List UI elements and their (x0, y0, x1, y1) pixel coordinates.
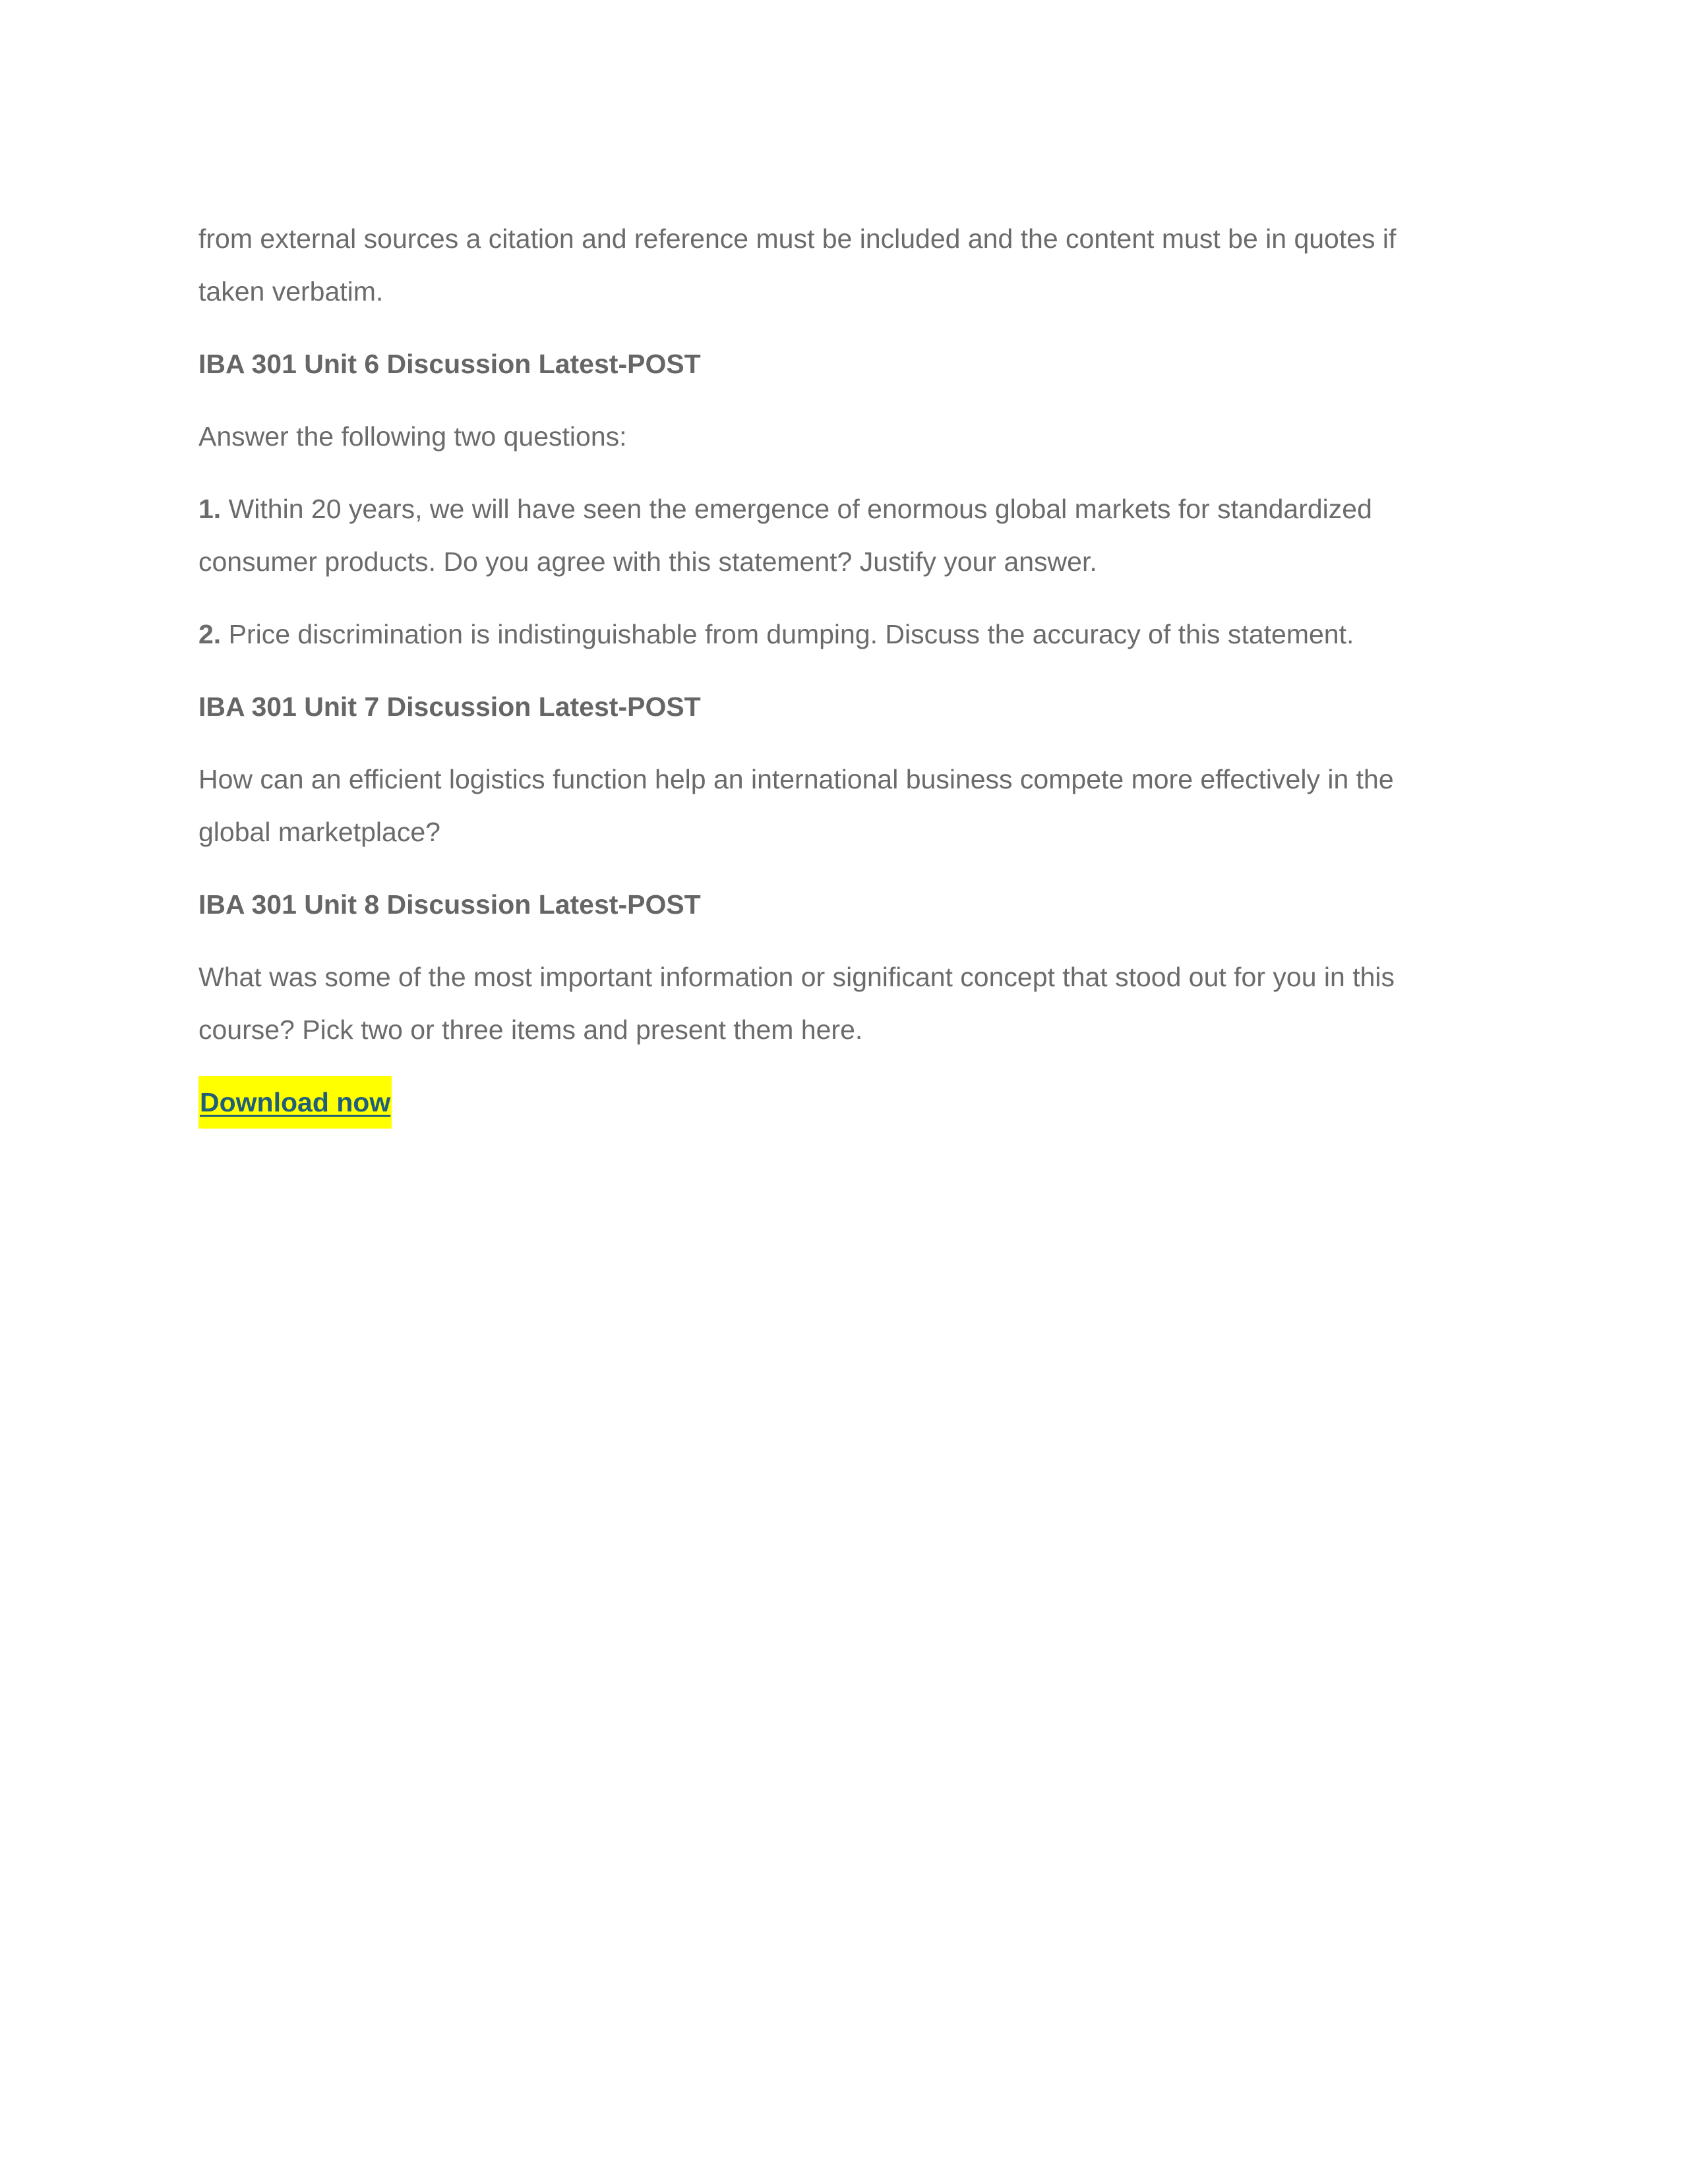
question-1-number: 1. (198, 494, 222, 524)
question-1-text: Within 20 years, we will have seen the emergence of enormous global markets for standardized (221, 494, 1372, 524)
unit-6-heading: IBA 301 Unit 6 Discussion Latest-POST (198, 349, 701, 379)
question-2-text: Price discrimination is indistinguishable from dumping. Discuss the accuracy of this statement. (221, 619, 1354, 649)
intro-line-1: from external sources a citation and reference must be included and the content must be in quotes if (198, 223, 1397, 254)
intro-paragraph (198, 212, 1491, 318)
question-1 (198, 483, 1491, 588)
unit-7-line-1: How can an efficient logistics function help an international business compete more effectively in the (198, 764, 1394, 794)
unit-7-heading: IBA 301 Unit 7 Discussion Latest-POST (198, 692, 701, 722)
download-now-link[interactable]: Download now (200, 1087, 391, 1117)
unit-8-heading: IBA 301 Unit 8 Discussion Latest-POST (198, 889, 701, 920)
question-2 (198, 608, 1491, 661)
unit-8-line-1: What was some of the most important information or significant concept that stood out for you in this (198, 962, 1395, 992)
unit-8-paragraph (198, 951, 1491, 1056)
unit-7-line-2: global marketplace? (198, 817, 440, 847)
unit-6-prompt: Answer the following two questions: (198, 421, 627, 452)
intro-line-2: taken verbatim. (198, 276, 384, 307)
download-highlight (198, 1076, 392, 1129)
question-2-number: 2. (198, 619, 222, 649)
unit-7-paragraph (198, 753, 1491, 858)
unit-8-line-2: course? Pick two or three items and present them here. (198, 1015, 863, 1045)
question-1-line-2: consumer products. Do you agree with this statement? Justify your answer. (198, 546, 1097, 577)
question-1-line-1 (198, 483, 1491, 535)
document-page (198, 212, 1491, 1129)
question-2-line (198, 608, 1491, 661)
